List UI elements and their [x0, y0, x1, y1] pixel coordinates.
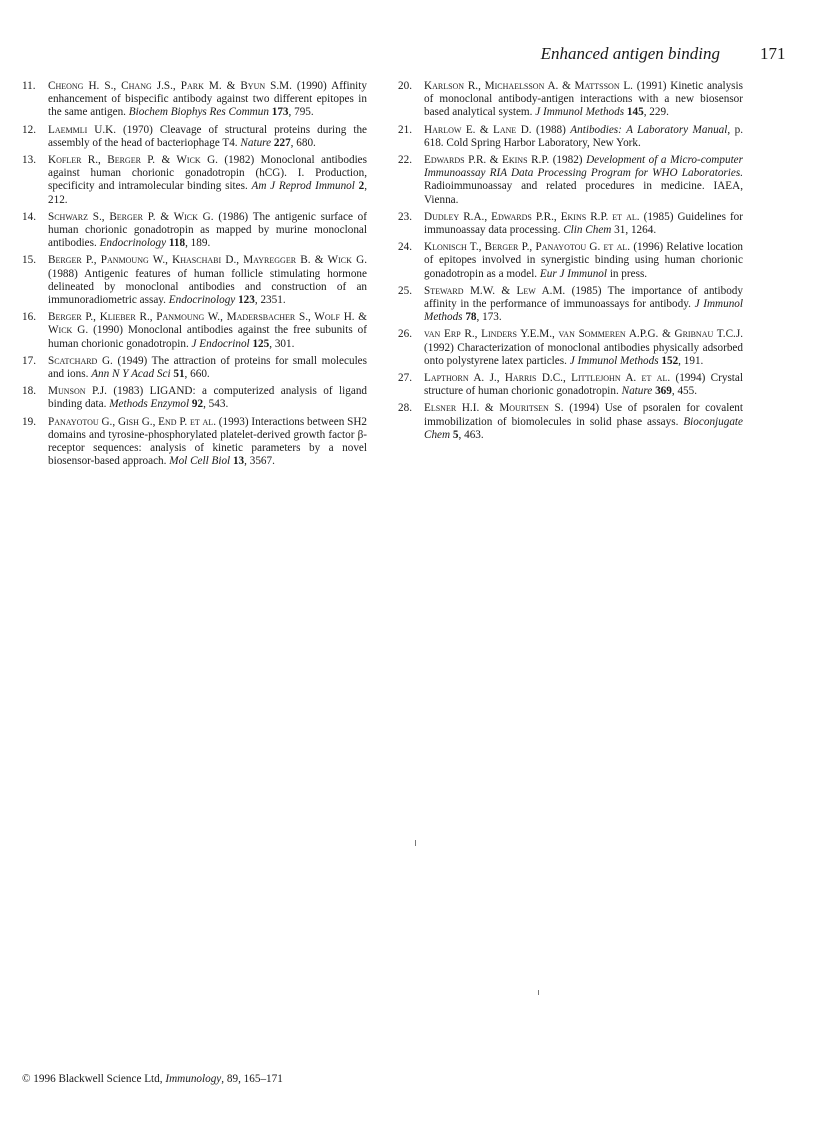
reference-item: 15. Berger P., Panmoung W., Khaschabi D., Mayregger B. & Wick G. (1988) Antigenic features of human follicle stimulating hormone delineated by monoclonal antibodies and construction of an immunoradiometric assay. Endocrinology 123, 2351.	[22, 254, 367, 307]
page-number: 171	[760, 44, 786, 63]
reference-item: 24. Klonisch T., Berger P., Panayotou G. et al. (1996) Relative location of epitopes involved in synergistic binding using human chorionic gonadotropin as a model. Eur J Immunol in press.	[398, 241, 744, 280]
reference-item: 28. Elsner H.I. & Mouritsen S. (1994) Use of psoralen for covalent immobilization of biomolecules in solid phase assays. Bioconjugate Chem 5, 463.	[398, 402, 744, 441]
reference-item: 27. Lapthorn A. J., Harris D.C., Littlejohn A. et al. (1994) Crystal structure of human chorionic gonadotropin. Nature 369, 455.	[398, 372, 743, 398]
reference-item: 19. Panayotou G., Gish G., End P. et al. (1993) Interactions between SH2 domains and tyrosine-phosphorylated platelet-derived growth factor β-receptor sequences: analysis of kinetic parameters by a novel biosensor-based approach. Mol Cell Biol 13, 3567.	[22, 415, 367, 468]
reference-item: 16. Berger P., Klieber R., Panmoung W., Madersbacher S., Wolf H. & Wick G. (1990) Monoclonal antibodies against the free subunits of human chorionic gonadotropin. J Endocrinol 125, 301.	[22, 311, 368, 350]
reference-item: 14. Schwarz S., Berger P. & Wick G. (1986) The antigenic surface of human chorionic gonadotropin as mapped by murine monoclonal antibodies. Endocrinology 118, 189.	[22, 210, 367, 250]
reference-list-right	[398, 80, 743, 446]
scan-speck	[538, 990, 539, 995]
reference-item: 25. Steward M.W. & Lew A.M. (1985) The importance of antibody affinity in the performance of immunoassays for antibody. J Immunol Methods 78, 173.	[398, 284, 743, 324]
reference-item: 11. Cheong H. S., Chang J.S., Park M. & Byun S.M. (1990) Affinity enhancement of bispecific antibody against two different epitopes in the same antigen. Biochem Biophys Res Commun 173, 795.	[22, 80, 367, 119]
reference-item: 21. Harlow E. & Lane D. (1988) Antibodies: A Laboratory Manual, p. 618. Cold Spring Harbor Laboratory, New York.	[398, 123, 743, 149]
reference-item: 18. Munson P.J. (1983) LIGAND: a computerized analysis of ligand binding data. Methods Enzymol 92, 543.	[22, 385, 368, 411]
running-title: Enhanced antigen binding	[540, 44, 720, 63]
reference-list-left	[22, 80, 367, 472]
reference-item: 13. Kofler R., Berger P. & Wick G. (1982) Monoclonal antibodies against human chorionic gonadotropin (hCG). I. Production, specificity and intramolecular binding sites. Am J Reprod Immunol 2, 212.	[22, 154, 368, 206]
copyright-footer: © 1996 Blackwell Science Ltd, Immunology, 89, 165–171	[22, 1073, 283, 1085]
reference-item: 20. Karlson R., Michaelsson A. & Mattsson L. (1991) Kinetic analysis of monoclonal antibody-antigen interactions with a new biosensor based analytical system. J Immunol Methods 145, 229.	[398, 80, 743, 119]
reference-item: 23. Dudley R.A., Edwards P.R., Ekins R.P. et al. (1985) Guidelines for immunoassay data processing. Clin Chem 31, 1264.	[398, 210, 743, 237]
reference-item: 12. Laemmli U.K. (1970) Cleavage of structural proteins during the assembly of the head of bacteriophage T4. Nature 227, 680.	[22, 123, 368, 149]
scan-speck	[415, 840, 416, 846]
reference-item: 17. Scatchard G. (1949) The attraction of proteins for small molecules and ions. Ann N Y Acad Sci 51, 660.	[22, 354, 367, 381]
reference-item: 26. van Erp R., Linders Y.E.M., van Sommeren A.P.G. & Gribnau T.C.J. (1992) Characterization of monoclonal antibodies physically adsorbed onto polystyrene latex particles. J Immunol Methods 152, 191.	[398, 328, 743, 367]
reference-item: 22. Edwards P.R. & Ekins R.P. (1982) Development of a Micro-computer Immunoassay RIA Data Processing Program for WHO Laboratories. Radioimmunoassay and related procedures in medicine. IAEA, Vienna.	[398, 154, 743, 206]
